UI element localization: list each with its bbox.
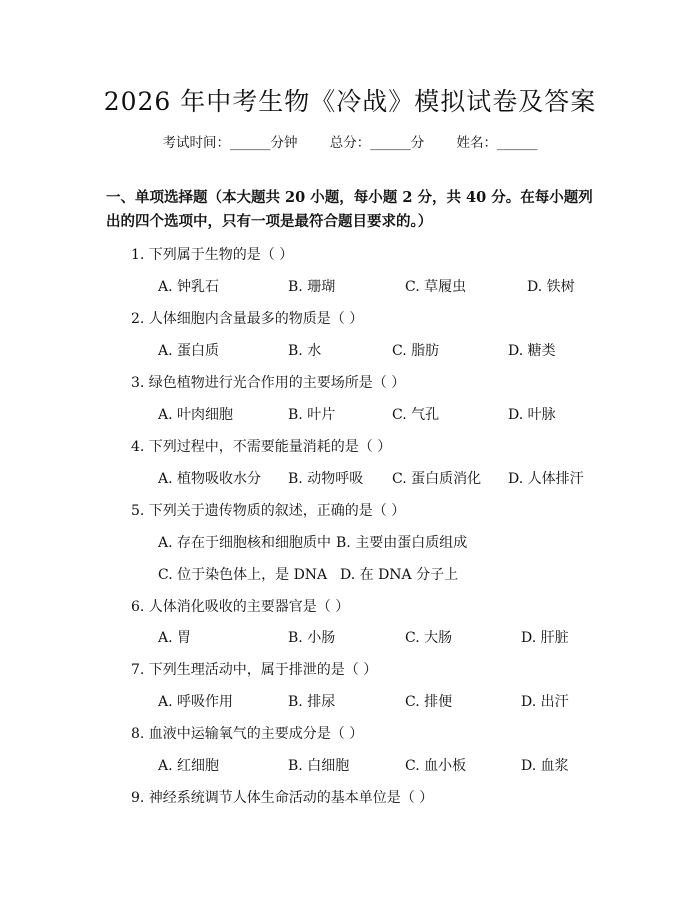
total-score-field: 总分：______分: [329, 135, 425, 151]
page-title: 2026 年中考生物《冷战》模拟试卷及答案: [103, 87, 597, 116]
option-c: C. 脂肪: [392, 343, 440, 359]
question-stem: 4. 下列过程中，不需要能量消耗的是（ ）: [131, 439, 392, 455]
option-b: B. 排尿: [288, 694, 336, 710]
option-d: D. 人体排汗: [508, 471, 584, 487]
option-a: A. 钟乳石: [158, 279, 220, 295]
option-c: C. 蛋白质消化: [392, 471, 482, 487]
option-c: C. 气孔: [392, 407, 440, 423]
option-a: A. 红细胞: [158, 758, 220, 774]
question-stem: 9. 神经系统调节人体生命活动的基本单位是（ ）: [131, 790, 434, 806]
option-b: B. 主要由蛋白质组成: [336, 535, 468, 551]
exam-time-field: 考试时间：______分钟: [162, 135, 298, 151]
option-a: A. 存在于细胞核和细胞质中: [158, 535, 332, 551]
question-stem: 3. 绿色植物进行光合作用的主要场所是（ ）: [131, 375, 406, 391]
option-a: A. 植物吸收水分: [158, 471, 262, 487]
option-c: C. 位于染色体上，是 DNA: [158, 567, 328, 583]
section-heading: 一、单项选择题（本大题共 20 小题，每小题 2 分，共 40 分。在每小题列出的四个选项中，只有一项是最符合题目要求的。）: [106, 189, 593, 230]
option-b: B. 水: [288, 343, 322, 359]
question-stem: 5. 下列关于遗传物质的叙述，正确的是（ ）: [131, 503, 406, 519]
option-c: C. 血小板: [405, 758, 467, 774]
question-stem: 1. 下列属于生物的是（ ）: [131, 247, 294, 263]
option-d: D. 铁树: [527, 279, 575, 295]
option-b: B. 小肠: [288, 630, 336, 646]
option-b: B. 白细胞: [288, 758, 350, 774]
option-d: D. 叶脉: [508, 407, 556, 423]
question-stem: 6. 人体消化吸收的主要器官是（ ）: [131, 599, 350, 615]
option-a: A. 胃: [158, 630, 192, 646]
option-c: C. 大肠: [405, 630, 453, 646]
option-c: C. 排便: [405, 694, 453, 710]
option-b: B. 珊瑚: [288, 279, 336, 295]
option-a: A. 呼吸作用: [158, 694, 234, 710]
option-d: D. 肝脏: [521, 630, 569, 646]
option-b: B. 叶片: [288, 407, 336, 423]
question-stem: 7. 下列生理活动中，属于排泄的是（ ）: [131, 662, 378, 678]
question-stem: 2. 人体细胞内含量最多的物质是（ ）: [131, 311, 364, 327]
question-stem: 8. 血液中运输氧气的主要成分是（ ）: [131, 726, 364, 742]
option-a: A. 叶肉细胞: [158, 407, 234, 423]
option-c: C. 草履虫: [405, 279, 467, 295]
option-d: D. 血浆: [521, 758, 569, 774]
option-d: D. 糖类: [508, 343, 556, 359]
option-b: B. 动物呼吸: [288, 471, 364, 487]
option-d: D. 出汗: [521, 694, 569, 710]
option-a: A. 蛋白质: [158, 343, 220, 359]
option-d: D. 在 DNA 分子上: [340, 567, 459, 583]
student-name-field: 姓名：______: [456, 135, 538, 151]
exam-info: [0, 131, 700, 151]
